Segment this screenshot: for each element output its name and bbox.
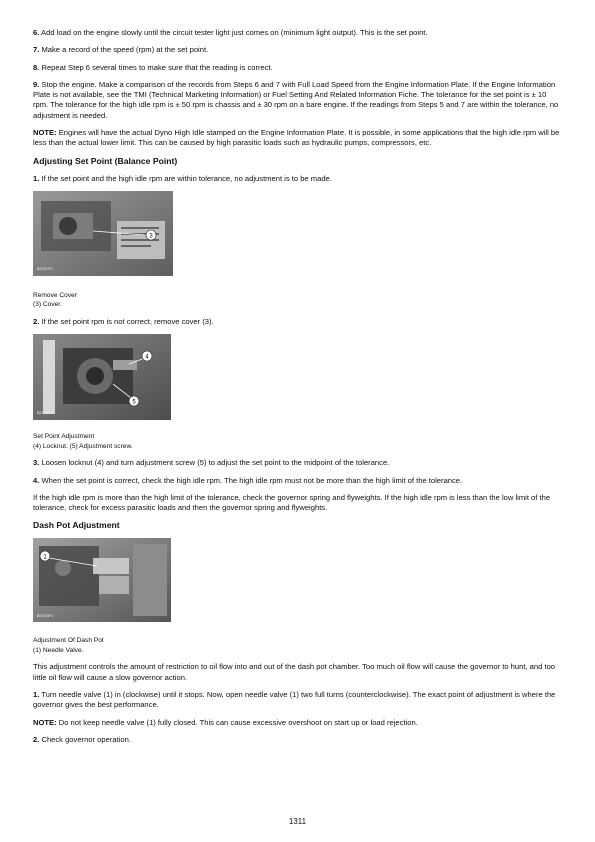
figure-title-set-point-adjustment: Set Point Adjustment — [33, 433, 95, 441]
set-point-step-2: 2. If the set point rpm is not correct, remove cover (3). — [33, 316, 214, 326]
dash-pot-step-2: 2. Check governor operation. — [33, 734, 131, 744]
set-point-step-3: 3. Loosen locknut (4) and turn adjustment screw (5) to adjust the set point to the midpoint of the tolerance. — [33, 458, 390, 468]
note-dyno-high-idle: NOTE: Engines will have the actual Dyno High Idle stamped on the Engine Information Plate. It is possible, in some applications that the high idle rpm will be less than the actual lower limit. This can be caused by high parasitic loads such as hydraulic pumps, compressors, etc. — [33, 128, 560, 148]
figure-title-dash-pot: Adjustment Of Dash Pot — [33, 637, 104, 645]
figure-caption-cover: (3) Cover. — [33, 301, 62, 309]
remove-cover-photo — [33, 191, 173, 276]
set-point-step-1: 1. If the set point and the high idle rpm are within tolerance, no adjustment is to be made. — [33, 173, 332, 183]
step-9: 9. Stop the engine. Make a comparison of the records from Steps 6 and 7 with Full Load Speed from the Engine Information Plate. If the Engine Information Plate is not available, see the TMI (Technical Marketing Information) or Fuel Setting And Related Information Fiche. The tolerance for the set point is ± 10 rpm. The tolerance for the high idle rpm is ± 50 rpm is chassis and ± 30 rpm on a bare engine. If the readings from Steps 5 and 7 are within the tolerance, no adjustment is needed. — [33, 79, 559, 120]
heading-dash-pot-adjustment: Dash Pot Adjustment — [33, 520, 120, 531]
page-number: 1311 — [288, 817, 307, 826]
callout-3-label: 3 — [149, 233, 153, 240]
figure-caption-locknut-screw: (4) Locknut. (5) Adjustment screw. — [33, 442, 133, 450]
dash-pot-description: This adjustment controls the amount of restriction to oil flow into and out of the dash pot chamber. Too much oil flow will cause the governor to hunt, and too little oil flow will cause a slow governor action. — [33, 662, 556, 682]
step-7: 7. Make a record of the speed (rpm) at the set point. — [33, 45, 209, 55]
callout-4-label: 4 — [145, 354, 149, 361]
photo-code: B87637P1 — [37, 266, 54, 271]
callout-5-label: 5 — [132, 399, 136, 406]
dash-pot-step-1: 1. Turn needle valve (1) in (clockwise) until it stops. Now, open needle valve (1) two full turns (counterclockwise). The exact point of adjustment is where the governor gives the best performance. — [33, 690, 556, 710]
set-point-step-4: 4. When the set point is correct, check the high idle rpm. The high idle rpm must not be more than the high limit of the tolerance. — [33, 475, 463, 485]
callout-1-label: 1 — [43, 554, 47, 561]
dash-pot-photo — [33, 538, 171, 622]
step-6: 6. Add load on the engine slowly until the circuit tester light just comes on (minimum light output). This is the set point. — [33, 28, 428, 37]
high-idle-tolerance-paragraph: If the high idle rpm is more than the high limit of the tolerance, check the governor spring and flyweights. If the high idle rpm is less than the low limit of the tolerance, check for excess parasitic loads and then the governor spring and flyweights. — [33, 492, 551, 513]
figure-caption-needle-valve: (1) Needle Valve. — [33, 646, 84, 654]
heading-adjusting-set-point: Adjusting Set Point (Balance Point) — [33, 155, 178, 166]
step-8: 8. Repeat Step 6 several times to make sure that the reading is correct. — [33, 62, 273, 72]
photo-code: B87638P1 — [37, 411, 54, 416]
set-point-adjustment-photo — [33, 334, 171, 420]
figure-title-remove-cover: Remove Cover — [33, 291, 77, 299]
note-needle-valve: NOTE: Do not keep needle valve (1) fully closed. This can cause excessive overshoot on start up or load rejection. — [33, 717, 418, 727]
document-page — [33, 28, 563, 745]
photo-code: B87639P1 — [37, 614, 54, 619]
